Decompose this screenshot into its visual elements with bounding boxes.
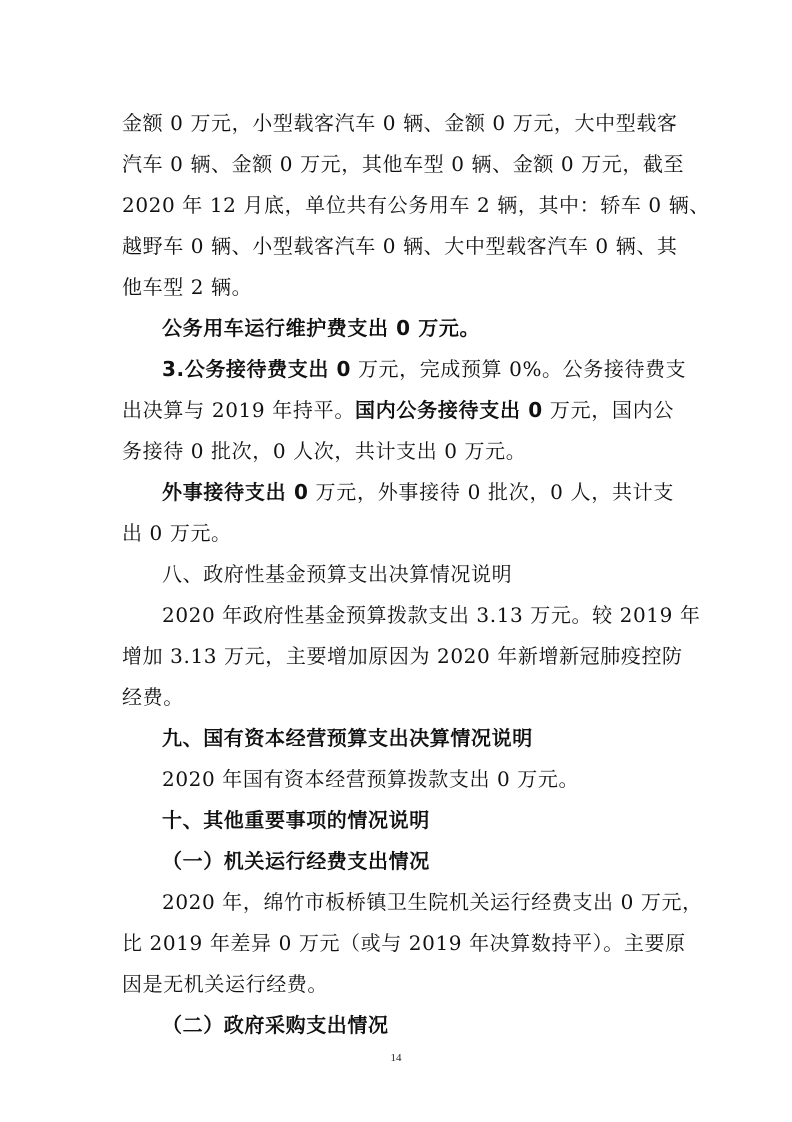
reception-line-3: 务接待 0 批次，0 人次，共计支出 0 万元。 (122, 439, 527, 463)
section-8-line-2: 增加 3.13 万元，主要增加原因为 2020 年新增新冠肺疫控防 (122, 644, 683, 668)
reception-text: 万元，国内公 (542, 398, 674, 422)
section-8-heading: 八、政府性基金预算支出决算情况说明 (162, 562, 513, 586)
reception-bold: 3.公务接待费支出 0 (162, 357, 351, 381)
reception-text: 出决算与 2019 年持平。 (122, 398, 356, 422)
reception-line-2 (122, 397, 674, 423)
section-10-heading: 十、其他重要事项的情况说明 (162, 808, 430, 832)
section-10-p1-line-1: 2020 年，绵竹市板桥镇卫生院机关运行经费支出 0 万元， (162, 890, 703, 914)
section-8-line-1: 2020 年政府性基金预算拨款支出 3.13 万元。较 2019 年 (162, 603, 701, 627)
foreign-line-2: 出 0 万元。 (122, 521, 232, 545)
reception-line-1 (162, 356, 687, 382)
page-number: 14 (390, 1052, 402, 1064)
text-line: 金额 0 万元，小型载客汽车 0 辆、金额 0 万元，大中型载客 (122, 111, 678, 135)
foreign-line-1 (162, 479, 674, 505)
section-9-heading: 九、国有资本经营预算支出决算情况说明 (162, 726, 533, 750)
section-10-p1-line-2: 比 2019 年差异 0 万元（或与 2019 年决算数持平）。主要原 (122, 931, 686, 955)
vehicle-maintenance-line: 公务用车运行维护费支出 0 万元。 (162, 316, 481, 340)
text-line: 汽车 0 辆、金额 0 万元，其他车型 0 辆、金额 0 万元，截至 (122, 152, 685, 176)
reception-text: 万元，完成预算 0%。公务接待费支 (351, 357, 687, 381)
foreign-text: 万元，外事接待 0 批次，0 人，共计支 (308, 480, 674, 504)
section-10-sub-1: （一）机关运行经费支出情况 (162, 849, 430, 873)
section-10-p1-line-3: 因是无机关运行经费。 (122, 972, 328, 996)
section-10-sub-2: （二）政府采购支出情况 (162, 1013, 389, 1037)
foreign-bold: 外事接待支出 0 (162, 480, 309, 504)
text-line: 越野车 0 辆、小型载客汽车 0 辆、大中型载客汽车 0 辆、其 (122, 234, 678, 258)
text-line: 2020 年 12 月底，单位共有公务用车 2 辆，其中：轿车 0 辆、 (122, 193, 710, 217)
domestic-reception-bold: 国内公务接待支出 0 (355, 398, 543, 422)
section-8-line-3: 经费。 (122, 685, 184, 709)
text-line: 他车型 2 辆。 (122, 275, 253, 299)
section-9-line-1: 2020 年国有资本经营预算拨款支出 0 万元。 (162, 767, 580, 791)
